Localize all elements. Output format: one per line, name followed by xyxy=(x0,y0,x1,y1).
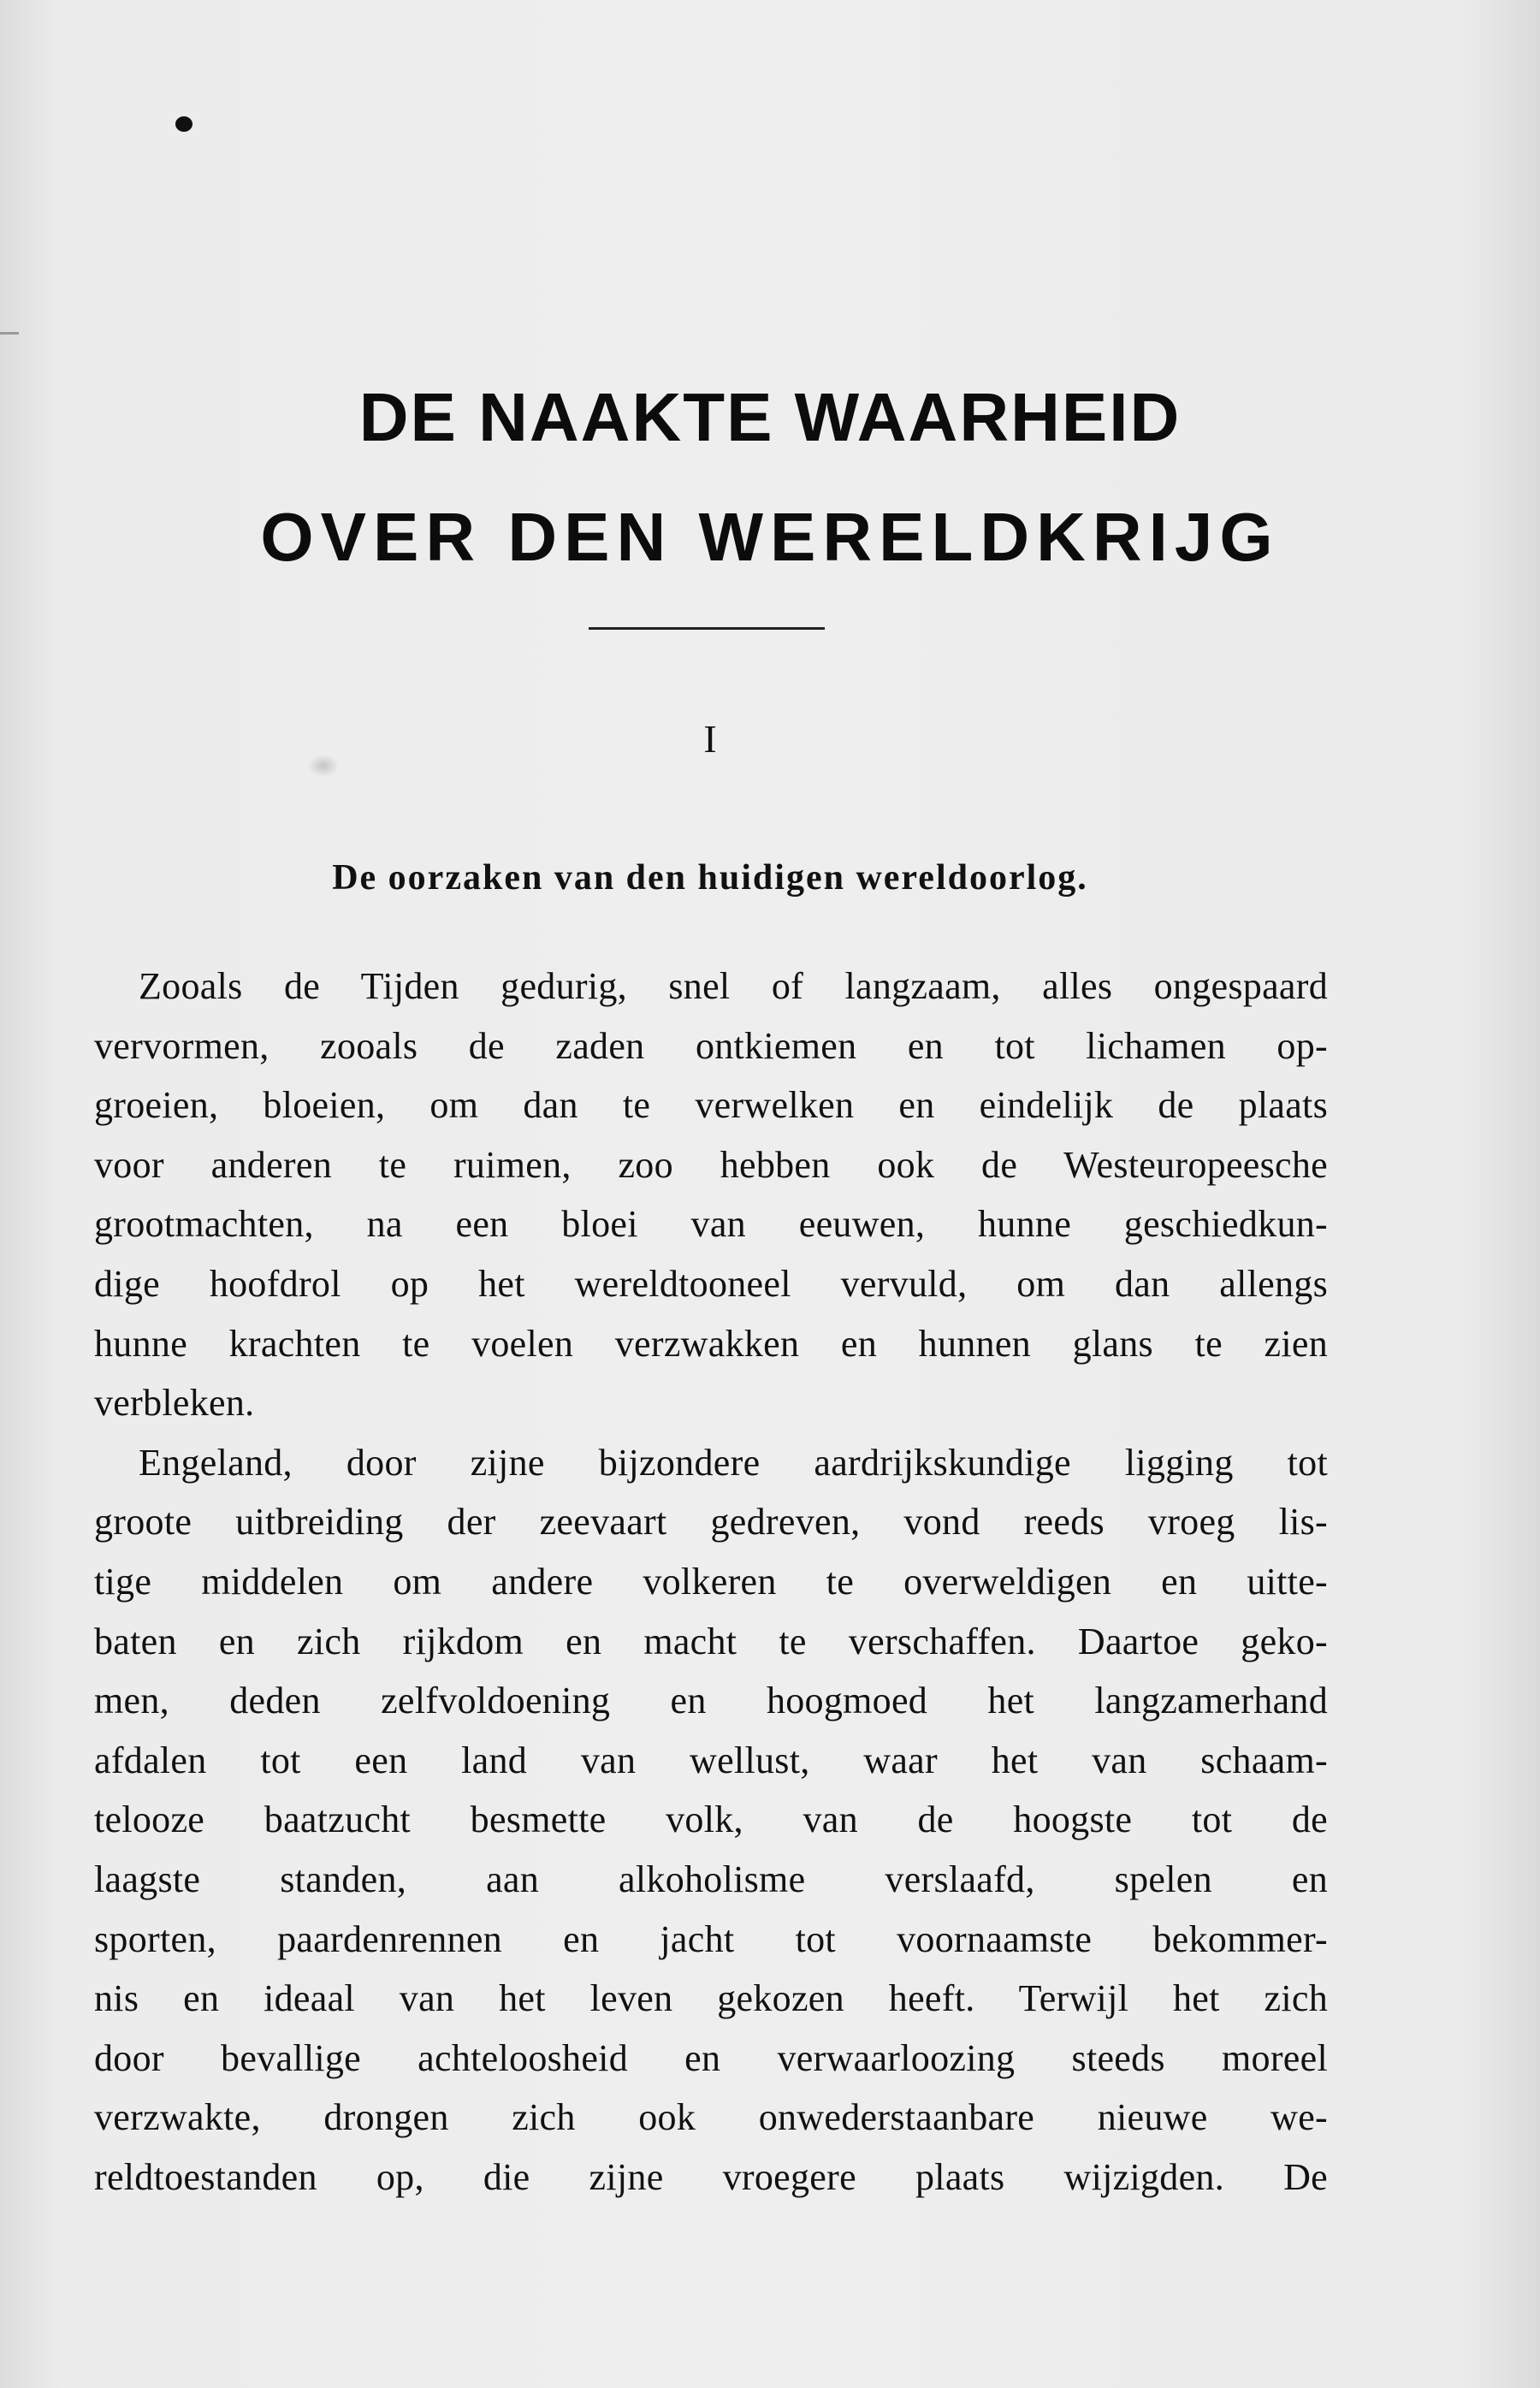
body-line: grootmachten, na een bloei van eeuwen, hunne geschiedkun- xyxy=(94,1203,1328,1246)
body-line: afdalen tot een land van wellust, waar het van schaam- xyxy=(94,1739,1328,1781)
body-line: laagste standen, aan alkoholisme verslaafd, spelen en xyxy=(94,1858,1328,1900)
title-line-2: OVER DEN WERELDKRIJG xyxy=(260,499,1280,575)
body-line: baten en zich rijkdom en macht te verschaffen. Daartoe geko- xyxy=(94,1620,1328,1662)
body-line: Engeland, door zijne bijzondere aardrijkskundige ligging tot xyxy=(139,1441,1328,1484)
title-divider xyxy=(589,627,825,630)
body-line: dige hoofdrol op het wereldtooneel vervuld, om dan allengs xyxy=(94,1262,1328,1305)
body-line: hunne krachten te voelen verzwakken en hunnen glans te zien xyxy=(94,1322,1328,1365)
body-line: tige middelen om andere volkeren te overweldigen en uitte- xyxy=(94,1560,1328,1603)
body-line: reldtoestanden op, die zijne vroegere plaats wijzigden. De xyxy=(94,2155,1328,2198)
body-line: Zooals de Tijden gedurig, snel of langzaam, alles ongespaard xyxy=(139,965,1328,1007)
title-line-1: DE NAAKTE WAARHEID xyxy=(358,379,1182,455)
section-heading: De oorzaken van den huidigen wereldoorlog. xyxy=(332,858,1088,898)
body-line: voor anderen te ruimen, zoo hebben ook de Westeuropeesche xyxy=(94,1143,1328,1186)
body-line: groote uitbreiding der zeevaart gedreven, vond reeds vroeg lis- xyxy=(94,1501,1328,1544)
body-line: nis en ideaal van het leven gekozen heeft. Terwijl het zich xyxy=(94,1977,1328,2020)
body-text xyxy=(94,957,1328,2207)
page-edge-mark xyxy=(0,332,19,335)
ink-speck xyxy=(175,116,192,132)
body-line: groeien, bloeien, om dan te verwelken en eindelijk de plaats xyxy=(94,1084,1328,1127)
body-line: verbleken. xyxy=(94,1382,255,1425)
body-line: verzwakte, drongen zich ook onwederstaanbare nieuwe we- xyxy=(94,2096,1328,2139)
chapter-number: I xyxy=(703,717,717,761)
body-line: vervormen, zooals de zaden ontkiemen en tot lichamen op- xyxy=(94,1024,1328,1067)
body-line: door bevallige achteloosheid en verwaarloozing steeds moreel xyxy=(94,2036,1328,2079)
body-line: telooze baatzucht besmette volk, van de hoogste tot de xyxy=(94,1798,1328,1841)
body-line: sporten, paardenrennen en jacht tot voornaamste bekommer- xyxy=(94,1917,1328,1960)
body-line: men, deden zelfvoldoening en hoogmoed het langzamerhand xyxy=(94,1680,1328,1722)
